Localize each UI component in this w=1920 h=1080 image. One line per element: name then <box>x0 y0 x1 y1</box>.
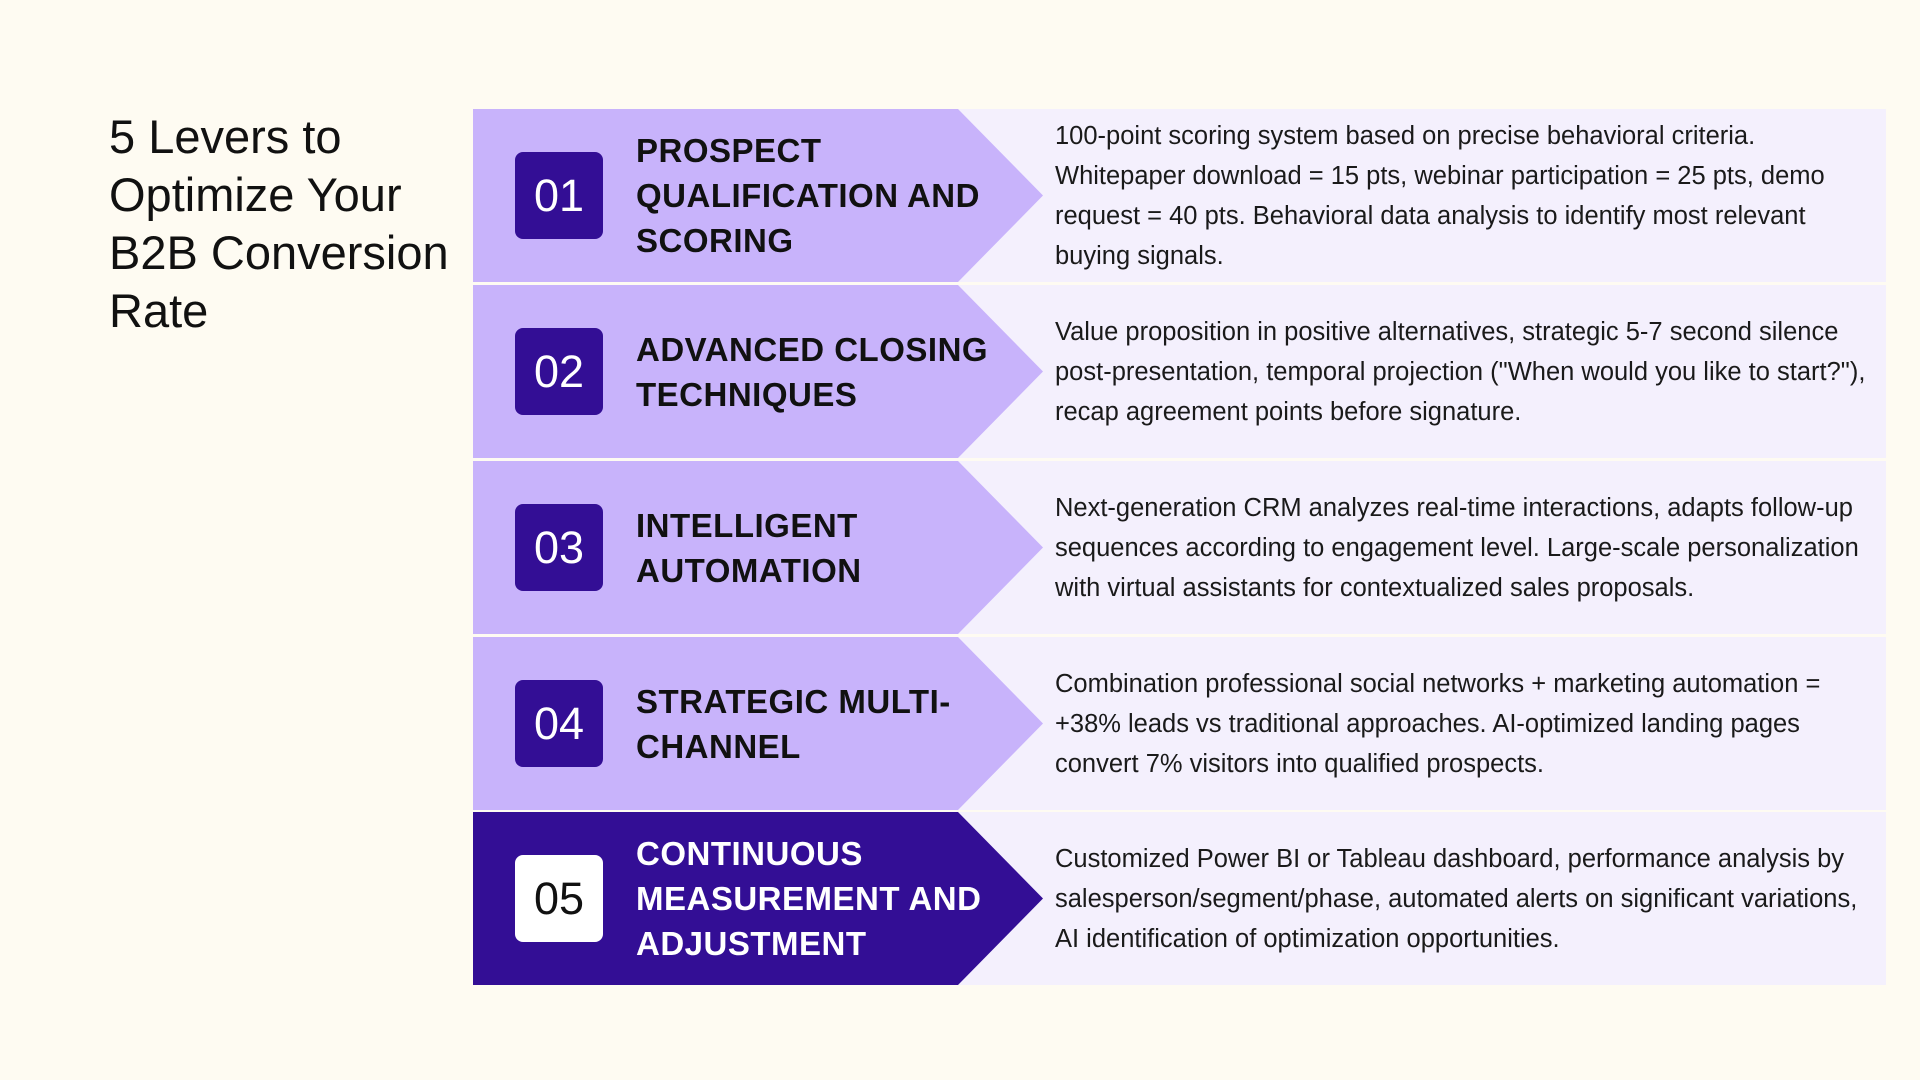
number-badge: 05 <box>515 855 603 942</box>
lever-label: CONTINUOUS MEASUREMENT AND ADJUSTMENT <box>636 835 982 962</box>
lever-row-4 <box>473 637 1886 810</box>
number-badge: 03 <box>515 504 603 591</box>
lever-description: Next-generation CRM analyzes real-time interactions, adapts follow-up sequences according to engagement level. Large-scale personalization with virtual assistants for contextualized sales proposals. <box>1055 493 1859 602</box>
number-badge: 04 <box>515 680 603 767</box>
lever-label: PROSPECT QUALIFICATION AND SCORING <box>636 132 980 259</box>
lever-row-3 <box>473 461 1886 634</box>
lever-row-5 <box>473 812 1886 985</box>
lever-description: Value proposition in positive alternatives, strategic 5-7 second silence post-presentation, temporal projection ("When would you like to start?"), recap agreement points before signature. <box>1055 317 1866 426</box>
page-title: 5 Levers to Optimize Your B2B Conversion Rate <box>109 110 449 337</box>
number-badge: 01 <box>515 152 603 239</box>
lever-description: 100-point scoring system based on precise behavioral criteria. Whitepaper download = 15 pts, webinar participation = 25 pts, demo request = 40 pts. Behavioral data analysis to identify most relevant buying signals. <box>1055 121 1825 270</box>
lever-description: Customized Power BI or Tableau dashboard, performance analysis by salesperson/segment/phase, automated alerts on significant variations, AI identification of optimization opportunities. <box>1055 844 1858 953</box>
lever-label: ADVANCED CLOSING TECHNIQUES <box>636 330 989 413</box>
lever-row-2 <box>473 285 1886 458</box>
lever-row-1 <box>473 109 1886 282</box>
lever-label: INTELLIGENT AUTOMATION <box>636 506 862 589</box>
number-badge: 02 <box>515 328 603 415</box>
lever-label: STRATEGIC MULTI-CHANNEL <box>636 682 951 765</box>
lever-description: Combination professional social networks + marketing automation = +38% leads vs traditional approaches. AI-optimized landing pages convert 7% visitors into qualified prospects. <box>1055 669 1821 778</box>
